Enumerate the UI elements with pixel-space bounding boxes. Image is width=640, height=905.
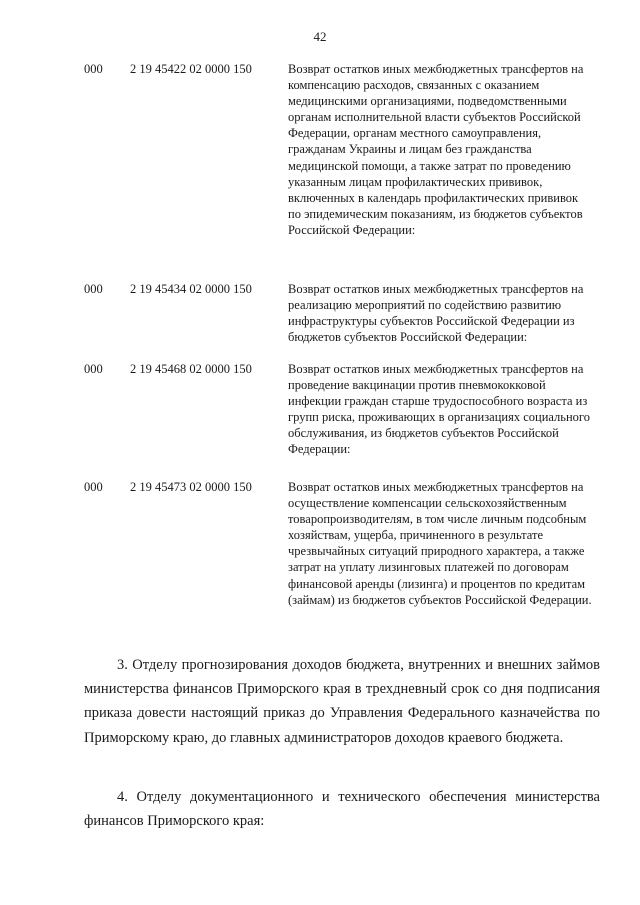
- code-description: Возврат остатков иных межбюджетных трансфертов на осуществление компенсации сельскохозяйственным товаропроизводителям, в том числе личным подсобным хозяйствам, ущерба, причиненного в результате чрезвычайных ситуаций природного характера, а также затрат на уплату лизинговых платежей по договорам финансовой аренды (лизинга) и процентов по кредитам (займам) из бюджетов субъектов Российской Федерации.: [288, 480, 592, 607]
- table-row: [0, 361, 640, 479]
- admin-code: 000: [84, 480, 103, 494]
- budget-code: 2 19 45468 02 0000 150: [130, 362, 252, 376]
- page-number: 42: [313, 29, 327, 44]
- table-row: [0, 61, 640, 281]
- budget-code: 2 19 45422 02 0000 150: [130, 62, 252, 76]
- admin-code: 000: [84, 282, 103, 296]
- table-row: [0, 281, 640, 361]
- paragraph-item-3: 3. Отделу прогнозирования доходов бюджета, внутренних и внешних займов министерства финансов Приморского края в трехдневный срок со дня подписания приказа довести настоящий приказ до Управления Федерального казначейства по Приморскому краю, до главных администраторов доходов краевого бюджета.: [84, 657, 600, 746]
- table-row: [0, 479, 640, 655]
- admin-code: 000: [84, 362, 103, 376]
- paragraph-item-4: 4. Отделу документационного и технического обеспечения министерства финансов Приморского края:: [84, 789, 600, 830]
- budget-codes-table: [0, 61, 640, 655]
- code-description: Возврат остатков иных межбюджетных трансфертов на компенсацию расходов, связанных с оказанием медицинскими организациями, подведомственными органам исполнительной власти субъектов Российской Федерации, органам местного самоуправления, гражданам Украины и лицам без гражданства медицинской помощи, а также затрат по проведению указанным лицам профилактических прививок, включенных в календарь профилактических прививок по эпидемическим показаниям, из бюджетов субъектов Российской Федерации:: [288, 62, 584, 237]
- admin-code: 000: [84, 62, 103, 76]
- budget-code: 2 19 45473 02 0000 150: [130, 480, 252, 494]
- code-description: Возврат остатков иных межбюджетных трансфертов на реализацию мероприятий по содействию развитию инфраструктуры субъектов Российской Федерации из бюджетов субъектов Российской Федерации:: [288, 282, 584, 345]
- budget-code: 2 19 45434 02 0000 150: [130, 282, 252, 296]
- code-description: Возврат остатков иных межбюджетных трансфертов на проведение вакцинации против пневмококковой инфекции граждан старше трудоспособного возраста из групп риска, проживающих в организациях социального обслуживания, из бюджетов субъектов Российской Федерации:: [288, 362, 591, 457]
